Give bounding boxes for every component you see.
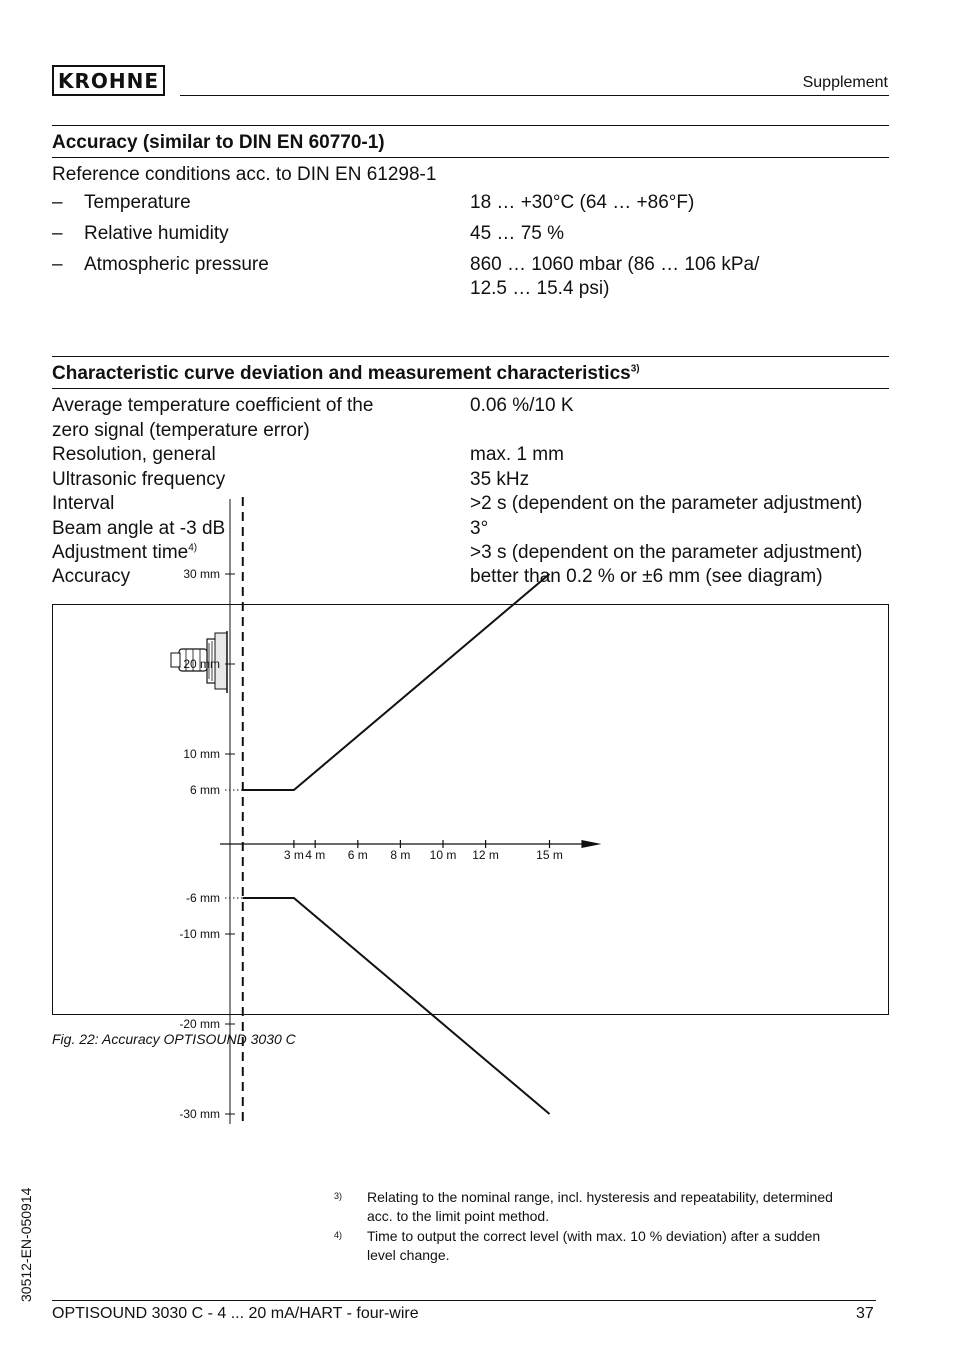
pressure-value-2: 12.5 … 15.4 psi)	[470, 278, 610, 299]
y-tick-label: -30 mm	[179, 1107, 220, 1121]
accuracy-heading: Accuracy (similar to DIN EN 60770-1)	[52, 132, 385, 153]
x-tick-label: 10 m	[429, 848, 457, 862]
footnote-text-2: acc. to the limit point method.	[367, 1208, 550, 1224]
x-tick-label: 4 m	[305, 848, 326, 862]
frequency-value: 35 kHz	[470, 469, 530, 490]
figure-caption: Fig. 22: Accuracy OPTISOUND 3030 C	[52, 1031, 296, 1047]
pressure-label: Atmospheric pressure	[84, 254, 269, 275]
section-rule-top	[52, 356, 889, 357]
temperature-value: 18 … +30°C (64 … +86°F)	[470, 192, 695, 213]
section-rule-bottom	[52, 157, 889, 158]
y-tick-label: -20 mm	[179, 1017, 220, 1031]
accuracy-value: better than 0.2 % or ±6 mm (see diagram)	[470, 566, 823, 587]
footnote-text-2: level change.	[367, 1247, 450, 1263]
adjustment-time-value: >3 s (dependent on the parameter adjustment)	[470, 542, 863, 563]
footnote-text: Time to output the correct level (with max. 10 % deviation) after a sudden	[367, 1228, 821, 1244]
temperature-label: Temperature	[84, 192, 191, 213]
pressure-value: 860 … 1060 mbar (86 … 106 kPa/	[470, 254, 760, 275]
x-tick-label: 15 m	[536, 848, 563, 862]
adjustment-time-text: Adjustment time	[52, 542, 189, 563]
y-tick-label: 6 mm	[190, 783, 220, 797]
document-id: 30512-EN-050914	[18, 1187, 34, 1302]
footnote-text: Relating to the nominal range, incl. hysteresis and repeatability, determined	[367, 1189, 833, 1205]
footnote-ref: 4)	[188, 542, 198, 554]
accuracy-label: Accuracy	[52, 566, 131, 587]
dash-bullet: –	[52, 192, 63, 213]
section-label: Supplement	[802, 74, 888, 91]
temp-coefficient-label-2: zero signal (temperature error)	[52, 420, 310, 441]
characteristics-heading	[52, 362, 640, 386]
brand-logo-text: KROHNE	[57, 68, 160, 93]
x-tick-label: 12 m	[472, 848, 499, 862]
characteristics-heading-text: Characteristic curve deviation and measurement characteristics	[52, 363, 631, 384]
interval-label: Interval	[52, 493, 115, 514]
x-tick-label: 8 m	[390, 848, 411, 862]
x-tick-label: 6 m	[347, 848, 368, 862]
temp-coefficient-label: Average temperature coefficient of the	[52, 395, 374, 416]
y-tick-label: 10 mm	[183, 747, 220, 761]
section-rule-top	[52, 125, 889, 126]
dash-bullet: –	[52, 223, 63, 244]
temp-coefficient-value: 0.06 %/10 K	[470, 395, 574, 416]
x-axis-arrow	[581, 840, 601, 848]
beam-angle-label: Beam angle at -3 dB	[52, 518, 226, 539]
x-tick-label: 3 m	[283, 848, 304, 862]
brand-logo	[52, 65, 165, 96]
footnote-mark: 4)	[334, 1230, 343, 1240]
header-rule	[180, 95, 889, 96]
dash-bullet: –	[52, 254, 63, 275]
y-tick-label: -10 mm	[179, 927, 220, 941]
footnote-mark: 3)	[334, 1191, 343, 1201]
frequency-label: Ultrasonic frequency	[52, 469, 226, 490]
page-number: 37	[856, 1305, 874, 1322]
resolution-label: Resolution, general	[52, 444, 216, 465]
footer-rule	[52, 1300, 876, 1301]
section-rule-bottom	[52, 388, 889, 389]
interval-value: >2 s (dependent on the parameter adjustment)	[470, 493, 863, 514]
beam-angle-value: 3°	[470, 518, 489, 539]
footer-product: OPTISOUND 3030 C - 4 ... 20 mA/HART - four-wire	[52, 1305, 419, 1322]
y-tick-label: -6 mm	[186, 891, 220, 905]
y-tick-label: 20 mm	[183, 657, 220, 671]
lower-accuracy-line	[243, 898, 550, 1114]
humidity-value: 45 … 75 %	[470, 223, 564, 244]
reference-conditions: Reference conditions acc. to DIN EN 61298-1	[52, 164, 437, 185]
footnote-ref: 3)	[630, 363, 640, 375]
y-tick-label: 30 mm	[183, 567, 220, 581]
adjustment-time-label	[52, 541, 197, 565]
upper-accuracy-line	[243, 574, 550, 790]
resolution-value: max. 1 mm	[470, 444, 564, 465]
humidity-label: Relative humidity	[84, 223, 229, 244]
